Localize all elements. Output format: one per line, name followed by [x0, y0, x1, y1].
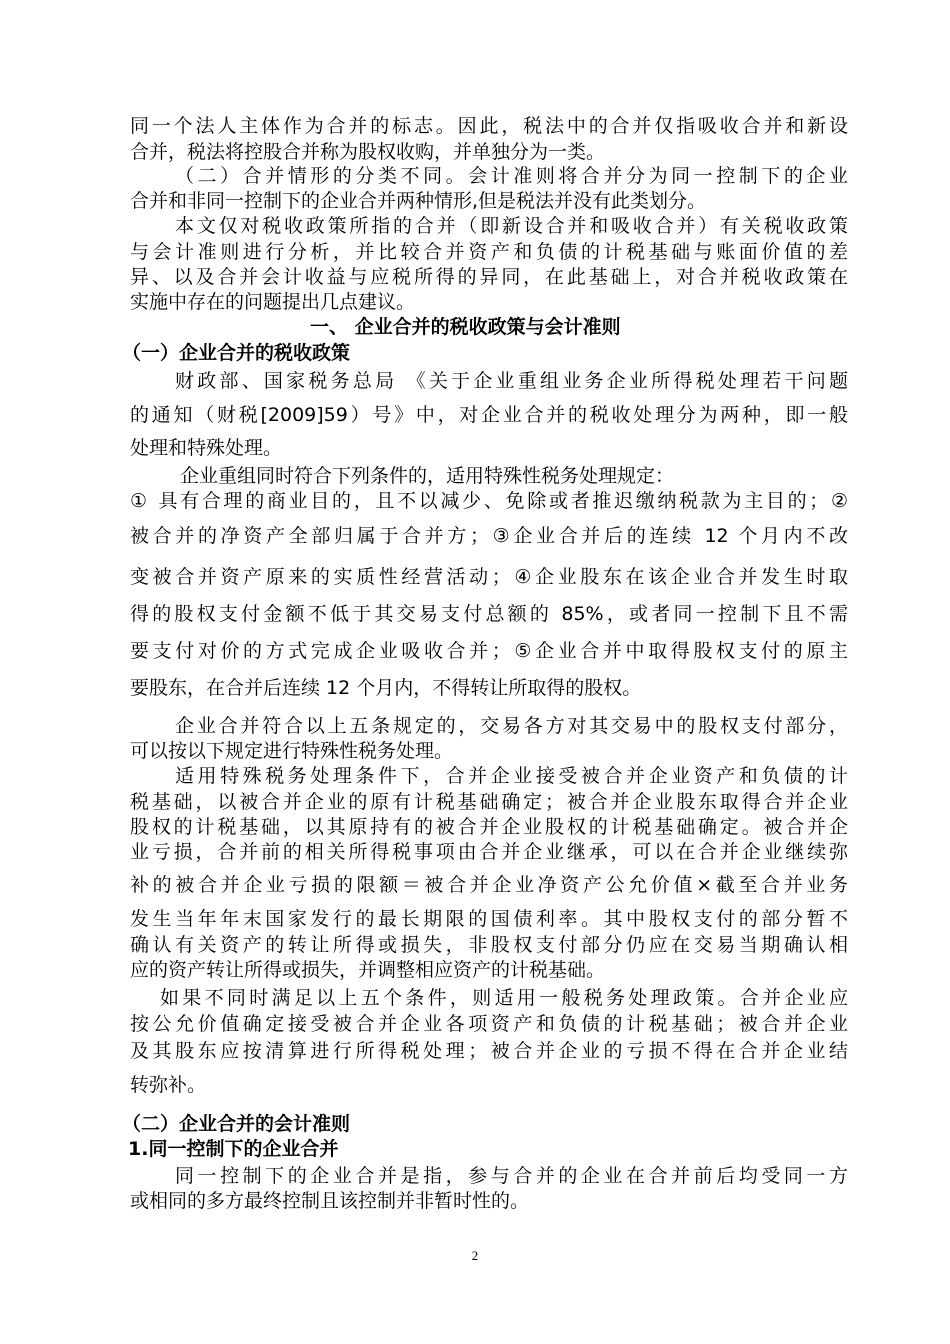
paragraph-line: 可以按以下规定进行特殊性税务处理。 [130, 740, 454, 762]
paragraph-line: 要支付对价的方式完成企业吸收合并；⑤企业合并中取得股权支付的原主 [130, 640, 848, 662]
paragraph-line: ① 具有合理的商业目的，且不以减少、免除或者推迟缴纳税款为主目的；② [130, 490, 848, 512]
subsection-heading: （二）企业合并的会计准则 [122, 1113, 351, 1135]
subsection-heading: 1.同一控制下的企业合并 [128, 1138, 339, 1160]
paragraph-line: 合并和非同一控制下的企业合并两种情形,但是税法并没有此类划分。 [130, 190, 707, 212]
page-number: 2 [471, 1248, 479, 1263]
paragraph-line: 要股东，在合并后连续 12 个月内，不得转让所取得的股权。 [130, 677, 642, 699]
paragraph-line: 补的被合并企业亏损的限额＝被合并企业净资产公允价值×截至合并业务 [130, 874, 848, 896]
paragraph-line: 税基础，以被合并企业的原有计税基础确定；被合并企业股东取得合并企业 [130, 791, 848, 813]
paragraph-line: 发生当年年末国家发行的最长期限的国债利率。其中股权支付的部分暂不 [130, 908, 848, 930]
paragraph-line: 变被合并资产原来的实质性经营活动；④企业股东在该企业合并发生时取 [130, 566, 848, 588]
paragraph-line: 确认有关资产的转让所得或损失，非股权支付部分仍应在交易当期确认相 [130, 934, 848, 956]
paragraph-line: 得的股权支付金额不低于其交易支付总额的 85%，或者同一控制下且不需 [130, 603, 848, 625]
paragraph-line: 业亏损，合并前的相关所得税事项由合并企业继承，可以在合并企业继续弥 [130, 841, 848, 863]
paragraph-line: （二）合并情形的分类不同。会计准则将合并分为同一控制下的企业 [175, 165, 848, 187]
paragraph-line: 同一个法人主体作为合并的标志。因此，税法中的合并仅指吸收合并和新设 [130, 115, 848, 137]
paragraph-line: 转弥补。 [130, 1074, 207, 1096]
paragraph-line: 实施中存在的问题提出几点建议。 [130, 291, 416, 313]
paragraph-line: 股权的计税基础，以其原持有的被合并企业股权的计税基础确定。被合并企 [130, 816, 848, 838]
paragraph-line: 合并，税法将控股合并称为股权收购，并单独分为一类。 [130, 141, 606, 163]
paragraph-line: 企业合并符合以上五条规定的，交易各方对其交易中的股权支付部分， [175, 715, 848, 737]
paragraph-line: 本文仅对税收政策所指的合并（即新设合并和吸收合并）有关税收政策 [175, 215, 848, 237]
paragraph-line: 同一控制下的企业合并是指，参与合并的企业在合并前后均受同一方 [175, 1165, 848, 1187]
section-heading: 一、 企业合并的税收政策与会计准则 [310, 316, 621, 338]
paragraph-line: 财政部、国家税务总局 《关于企业重组业务企业所得税处理若干问题 [175, 370, 848, 392]
paragraph-line: 与会计准则进行分析，并比较合并资产和负债的计税基础与账面价值的差 [130, 241, 848, 263]
paragraph-line: 被合并的净资产全部归属于合并方；③企业合并后的连续 12 个月内不改 [130, 525, 848, 547]
paragraph-line: 或相同的多方最终控制且该控制并非暂时性的。 [130, 1190, 530, 1212]
paragraph-line: 按公允价值确定接受被合并企业各项资产和负债的计税基础；被合并企业 [130, 1013, 848, 1035]
paragraph-line: 企业重组同时符合下列条件的，适用特殊性税务处理规定： [180, 465, 675, 487]
paragraph-line: 适用特殊税务处理条件下，合并企业接受被合并企业资产和负债的计 [175, 765, 848, 787]
paragraph-line: 如果不同时满足以上五个条件，则适用一般税务处理政策。合并企业应 [160, 987, 848, 1009]
subsection-heading: （一）企业合并的税收政策 [122, 342, 351, 364]
paragraph-line: 及其股东应按清算进行所得税处理；被合并企业的亏损不得在合并企业结 [130, 1040, 848, 1062]
paragraph-line: 的通知（财税[2009]59）号》中，对企业合并的税收处理分为两种，即一般 [130, 404, 848, 426]
paragraph-line: 异、以及合并会计收益与应税所得的异同，在此基础上，对合并税收政策在 [130, 266, 848, 288]
paragraph-line: 应的资产转让所得或损失，并调整相应资产的计税基础。 [130, 959, 606, 981]
paragraph-line: 处理和特殊处理。 [130, 437, 283, 459]
